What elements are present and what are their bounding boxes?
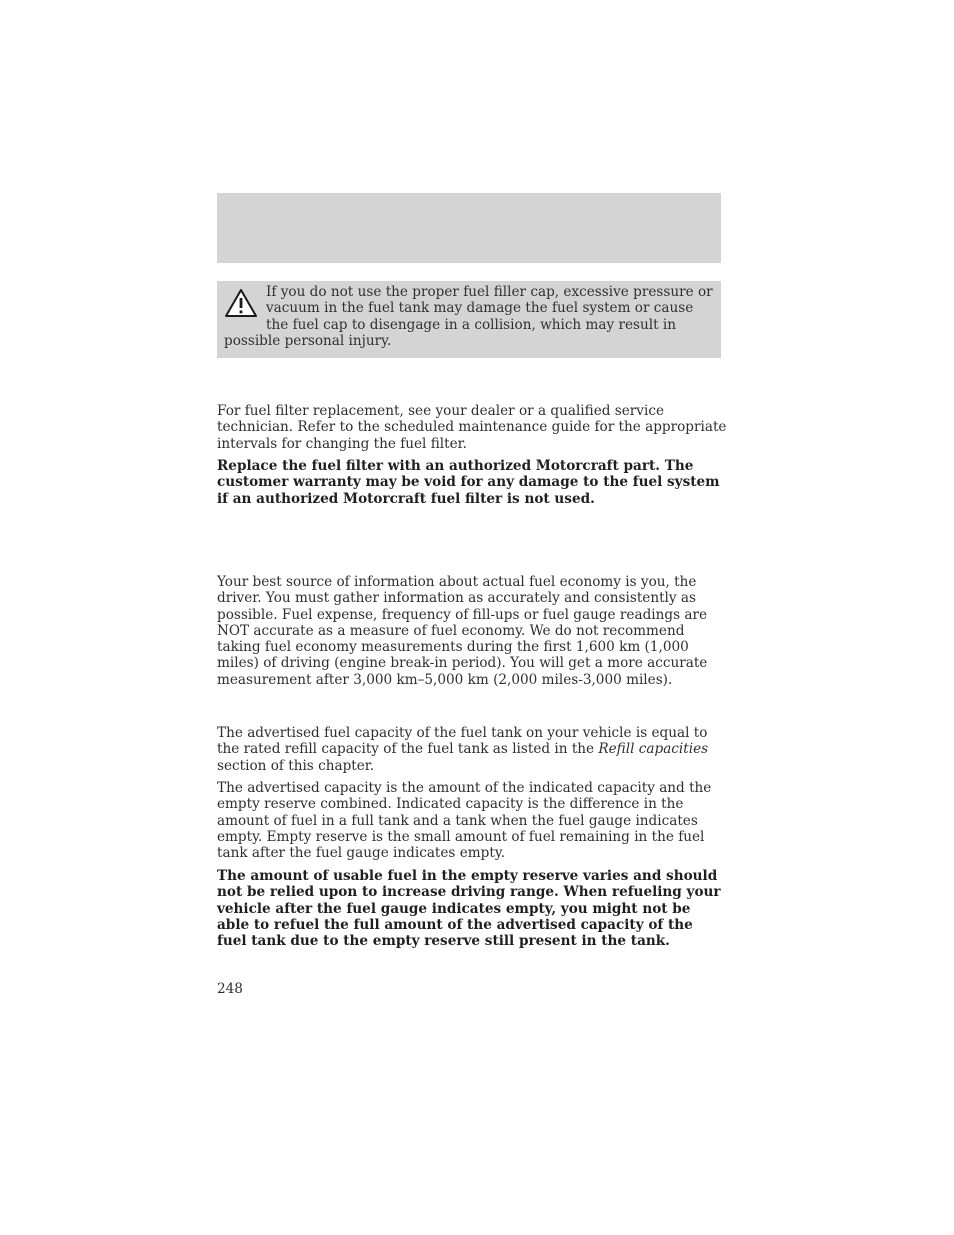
- page-number: 248: [217, 981, 243, 997]
- fuel-capacity-text-after: section of this chapter.: [217, 757, 375, 774]
- warning-triangle-icon: [224, 288, 258, 318]
- warning-text: If you do not use the proper fuel filler cap, excessive pressure or vacuum in the fuel tank may damage the fuel system or cause the fuel cap to disengage in a collision, which may result in possible personal injury.: [224, 284, 713, 349]
- fuel-capacity-paragraph-1: [217, 725, 727, 774]
- fuel-economy-paragraph: Your best source of information about actual fuel economy is you, the driver. You must gather information as accurately and consistently as possible. Fuel expense, frequency of fill-ups or fuel gauge readings are NOT accurate as a measure of fuel economy. We do not recommend taking fuel economy measurements during the first 1,600 km (1,000 miles) of driving (engine break-in period). You will get a more accurate measurement after 3,000 km–5,000 km (2,000 miles-3,000 miles).: [217, 574, 708, 688]
- fuel-capacity-paragraph-2: The advertised capacity is the amount of the indicated capacity and the empty reserve combined. Indicated capacity is the difference in the amount of fuel in a full tank and a tank when the fuel gauge indicates empty. Empty reserve is the small amount of fuel remaining in the fuel tank after the fuel gauge indicates empty.: [217, 780, 712, 862]
- fuel-filter-paragraph: For fuel filter replacement, see your dealer or a qualified service technician. Refer to the scheduled maintenance guide for the appropriate intervals for changing the fuel filter.: [217, 403, 727, 452]
- refill-capacities-reference: Refill capacities: [598, 741, 709, 758]
- section-header-band: [217, 193, 721, 263]
- warning-box: [217, 281, 721, 358]
- fuel-capacity-text-before: The advertised fuel capacity of the fuel tank on your vehicle is equal to the rated refill capacity of the fuel tank as listed in the: [217, 725, 708, 758]
- fuel-filter-warning-paragraph: Replace the fuel filter with an authorized Motorcraft part. The customer warranty may be void for any damage to the fuel system if an authorized Motorcraft fuel filter is not used.: [217, 458, 720, 507]
- fuel-capacity-warning-paragraph: The amount of usable fuel in the empty reserve varies and should not be relied upon to increase driving range. When refueling your vehicle after the fuel gauge indicates empty, you might not be able to refuel the full amount of the advertised capacity of the fuel tank due to the empty reserve still present in the tank.: [217, 868, 721, 950]
